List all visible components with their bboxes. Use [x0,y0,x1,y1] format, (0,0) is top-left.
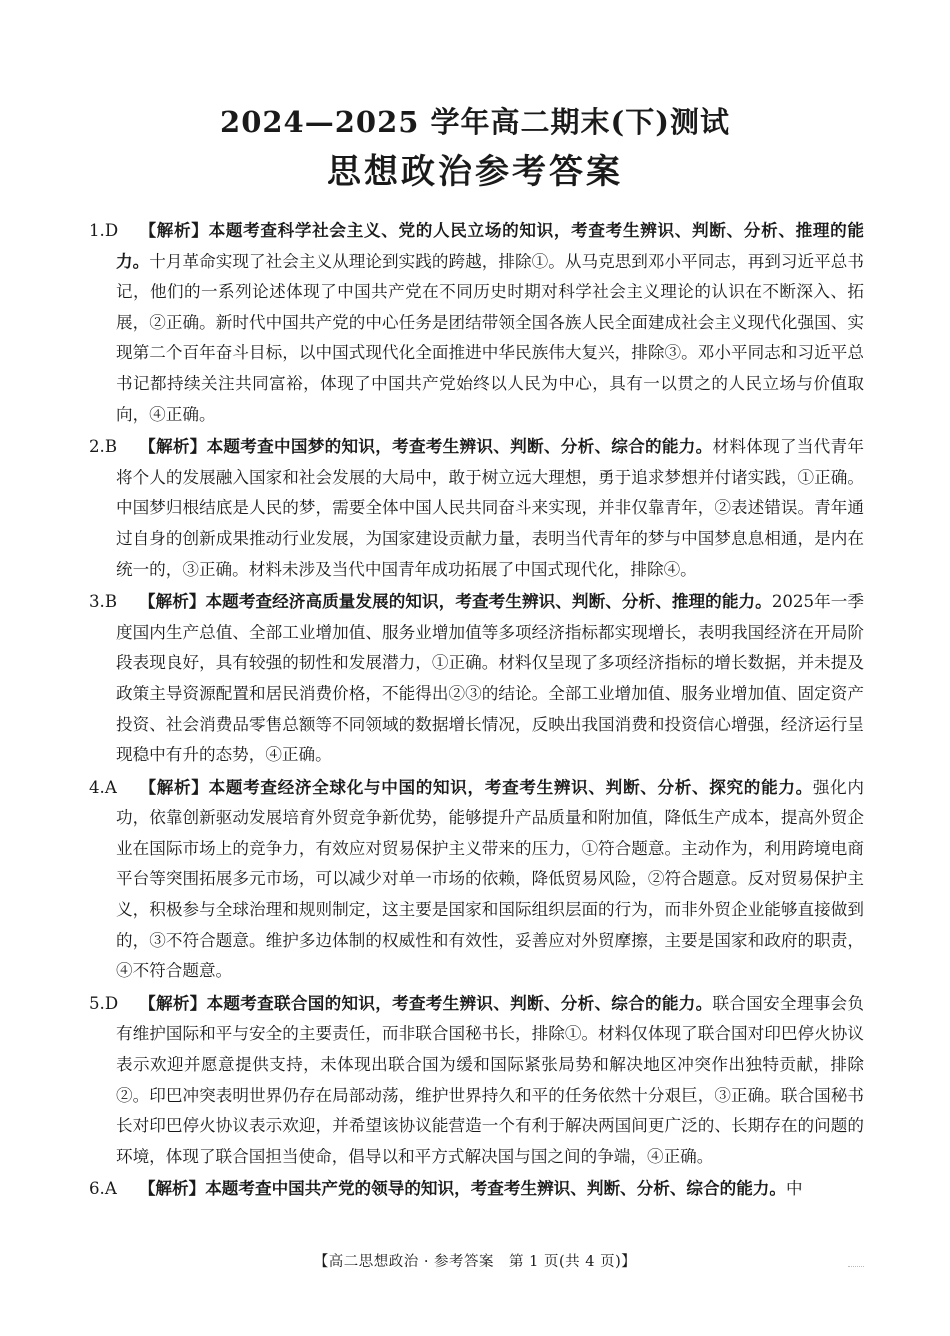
item-number: 2. [89,437,105,457]
item-number: 3. [89,592,105,612]
item-analysis-body: 联合国安全理事会负有维护国际和平与安全的主要责任，而非联合国秘书长，排除①。材料仅体现了联合国对印巴停火协议表示欢迎并愿意提供支持，未体现出联合国为缓和国际紧张局势和解决地区冲突作出独特贡献，排除②。印巴冲突表明世界仍存在局部动荡，维护世界持久和平的任务依然十分艰巨，③正确。联合国秘书长对印巴停火协议表示欢迎，并希望该协议能营造一个有利于解决两国间更广泛的、长期存在的问题的环境，体现了联合国担当使命，倡导以和平方式解决国与国之间的争端，④正确。 [116,993,865,1166]
corner-mark [848,1262,864,1267]
item-analysis-lead: 【解析】本题考查科学社会主义、党的人民立场的知识，考查考生辨识、判断、分析、推理的能力。 [116,221,864,271]
item-analysis-body: 强化内功，依靠创新驱动发展培育外贸竞争新优势，能够提升产品质量和附加值，降低生产成本，提高外贸企业在国际市场上的竞争力，有效应对贸易保护主义带来的压力，①符合题意。主动作为，利用跨境电商平台等突围拓展多元市场，可以减少对单一市场的依赖，降低贸易风险，②符合题意。反对贸易保护主义，积极参与全球治理和规则制定，这主要是国家和国际组织层面的行为，而非外贸企业能够直接做到的，③不符合题意。维护多边体制的权威性和有效性，妥善应对外贸摩擦，主要是国家和政府的职责，④不符合题意。 [116,777,864,981]
page-footer: 【高二思想政治 · 参考答案 第 1 页(共 4 页)】 [313,1254,637,1270]
answer-list [89,216,864,1207]
item-answer: B [104,592,118,612]
item-analysis-body: 十月革命实现了社会主义从理论到实践的跨越，排除①。从马克思到邓小平同志，再到习近平总书记，他们的一系列论述体现了中国共产党在不同历史时期对科学社会主义理论的认识在不断深入、拓展，②正确。新时代中国共产党的中心任务是团结带领全国各族人民全面建成社会主义现代化强国、实现第二个百年奋斗目标，以中国式现代化全面推进中华民族伟大复兴，排除③。邓小平同志和习近平总书记都持续关注共同富裕，体现了中国共产党始终以人民为中心，具有一以贯之的人民立场与价值取向，④正确。 [116,251,865,424]
item-number: 4. [89,777,105,797]
item-number: 6. [89,1179,105,1199]
item-analysis-body: 2025年一季度国内生产总值、全部工业增加值、服务业增加值等多项经济指标都实现增长，表明我国经济在开局阶段表现良好，具有较强的韧性和发展潜力，①正确。材料仅呈现了多项经济指标的增长数据，并未提及政策主导资源配置和居民消费价格，不能得出②③的结论。全部工业增加值、服务业增加值、固定资产投资、社会消费品零售总额等不同领域的数据增长情况，反映出我国消费和投资信心增强，经济运行呈现稳中有升的态势，④正确。 [116,592,865,765]
answer-item-3 [89,587,864,771]
answer-key-title: 思想政治参考答案 [327,152,623,192]
item-analysis-lead: 【解析】本题考查中国梦的知识，考查考生辨识、判断、分析、综合的能力。 [138,437,713,457]
answer-item-5 [89,989,864,1173]
item-analysis-lead: 【解析】本题考查联合国的知识，考查考生辨识、判断、分析、综合的能力。 [138,993,713,1013]
item-analysis-lead: 【解析】本题考查中国共产党的领导的知识，考查考生辨识、判断、分析、综合的能力。 [138,1179,786,1199]
item-analysis-lead: 【解析】本题考查经济全球化与中国的知识，考查考生辨识、判断、分析、探究的能力。 [138,777,813,797]
item-analysis-body: 中 [786,1179,803,1199]
answer-item-2 [89,432,864,585]
item-number: 5. [89,993,105,1013]
item-answer: B [104,437,118,457]
item-answer: A [104,1179,117,1199]
item-analysis-lead: 【解析】本题考查经济高质量发展的知识，考查考生辨识、判断、分析、推理的能力。 [138,592,772,612]
answer-item-4 [89,773,864,987]
item-answer: D [104,221,119,240]
item-analysis-body: 材料体现了当代青年将个人的发展融入国家和社会发展的大局中，敢于树立远大理想，勇于追求梦想并付诸实践，①正确。中国梦归根结底是人民的梦，需要全体中国人民共同奋斗来实现，并非仅靠青年，②表述错误。青年通过自身的创新成果推动行业发展，为国家建设贡献力量，表明当代青年的梦与中国梦息息相通，是内在统一的，③正确。材料未涉及当代中国青年成功拓展了中国式现代化，排除④。 [116,437,865,579]
answer-item-1 [89,216,864,430]
exam-title: 2024—2025 学年高二期末(下)测试 [220,105,730,139]
item-number: 1. [89,221,105,240]
item-answer: D [104,993,119,1013]
item-answer: A [104,777,117,797]
answer-item-6 [89,1174,864,1205]
